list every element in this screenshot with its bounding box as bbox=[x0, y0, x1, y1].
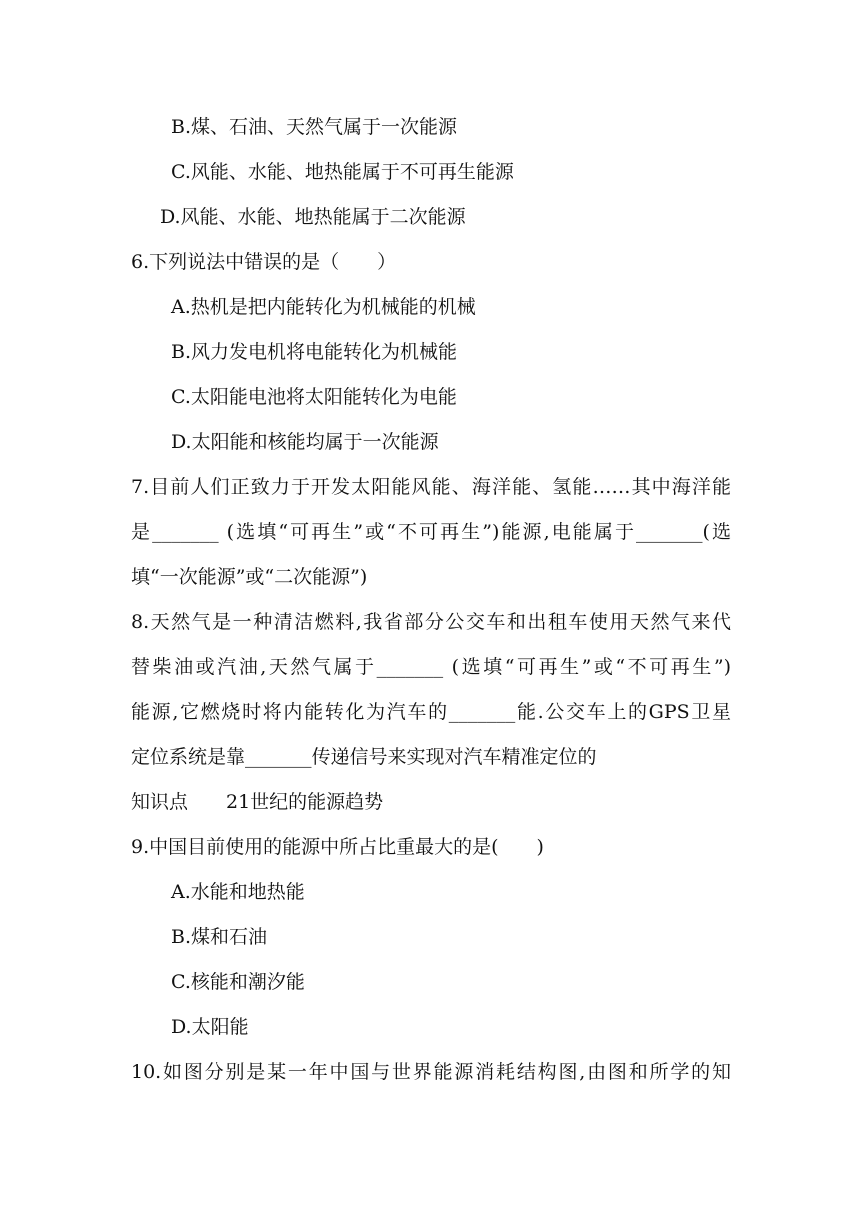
q6-option-c: C.太阳能电池将太阳能转化为电能 bbox=[171, 386, 457, 408]
q5-option-b: B.煤、石油、天然气属于一次能源 bbox=[171, 116, 458, 138]
q9-option-c: C.核能和潮汐能 bbox=[171, 971, 305, 993]
question-8-line-2: 替柴油或汽油,天然气属于_______ (选填“可再生”或“不可再生”) bbox=[131, 656, 731, 678]
section-heading: 知识点 21世纪的能源趋势 bbox=[131, 791, 384, 813]
q6-option-a: A.热机是把内能转化为机械能的机械 bbox=[171, 296, 476, 318]
question-7-line-3: 填“一次能源”或“二次能源”) bbox=[131, 566, 368, 588]
q5-option-d: D.风能、水能、地热能属于二次能源 bbox=[160, 206, 466, 228]
question-9: 9.中国目前使用的能源中所占比重最大的是( ) bbox=[131, 836, 544, 858]
question-8-line-4: 定位系统是靠_______传递信号来实现对汽车精准定位的 bbox=[131, 746, 597, 768]
question-10-line-1: 10.如图分别是某一年中国与世界能源消耗结构图,由图和所学的知 bbox=[131, 1061, 731, 1083]
question-7-line-1: 7.目前人们正致力于开发太阳能风能、海洋能、氢能……其中海洋能 bbox=[131, 476, 731, 498]
q6-option-d: D.太阳能和核能均属于一次能源 bbox=[171, 431, 439, 453]
q9-option-d: D.太阳能 bbox=[171, 1016, 249, 1038]
q9-option-a: A.水能和地热能 bbox=[171, 881, 305, 903]
question-6: 6.下列说法中错误的是（ ） bbox=[131, 251, 397, 273]
question-8-line-3: 能源,它燃烧时将内能转化为汽车的_______能.公交车上的GPS卫星 bbox=[131, 701, 731, 723]
question-8-line-1: 8.天然气是一种清洁燃料,我省部分公交车和出租车使用天然气来代 bbox=[131, 611, 731, 633]
q5-option-c: C.风能、水能、地热能属于不可再生能源 bbox=[171, 161, 514, 183]
q9-option-b: B.煤和石油 bbox=[171, 926, 268, 948]
q6-option-b: B.风力发电机将电能转化为机械能 bbox=[171, 341, 458, 363]
question-7-line-2: 是_______ (选填“可再生”或“不可再生”)能源,电能属于_______(选 bbox=[131, 521, 731, 543]
